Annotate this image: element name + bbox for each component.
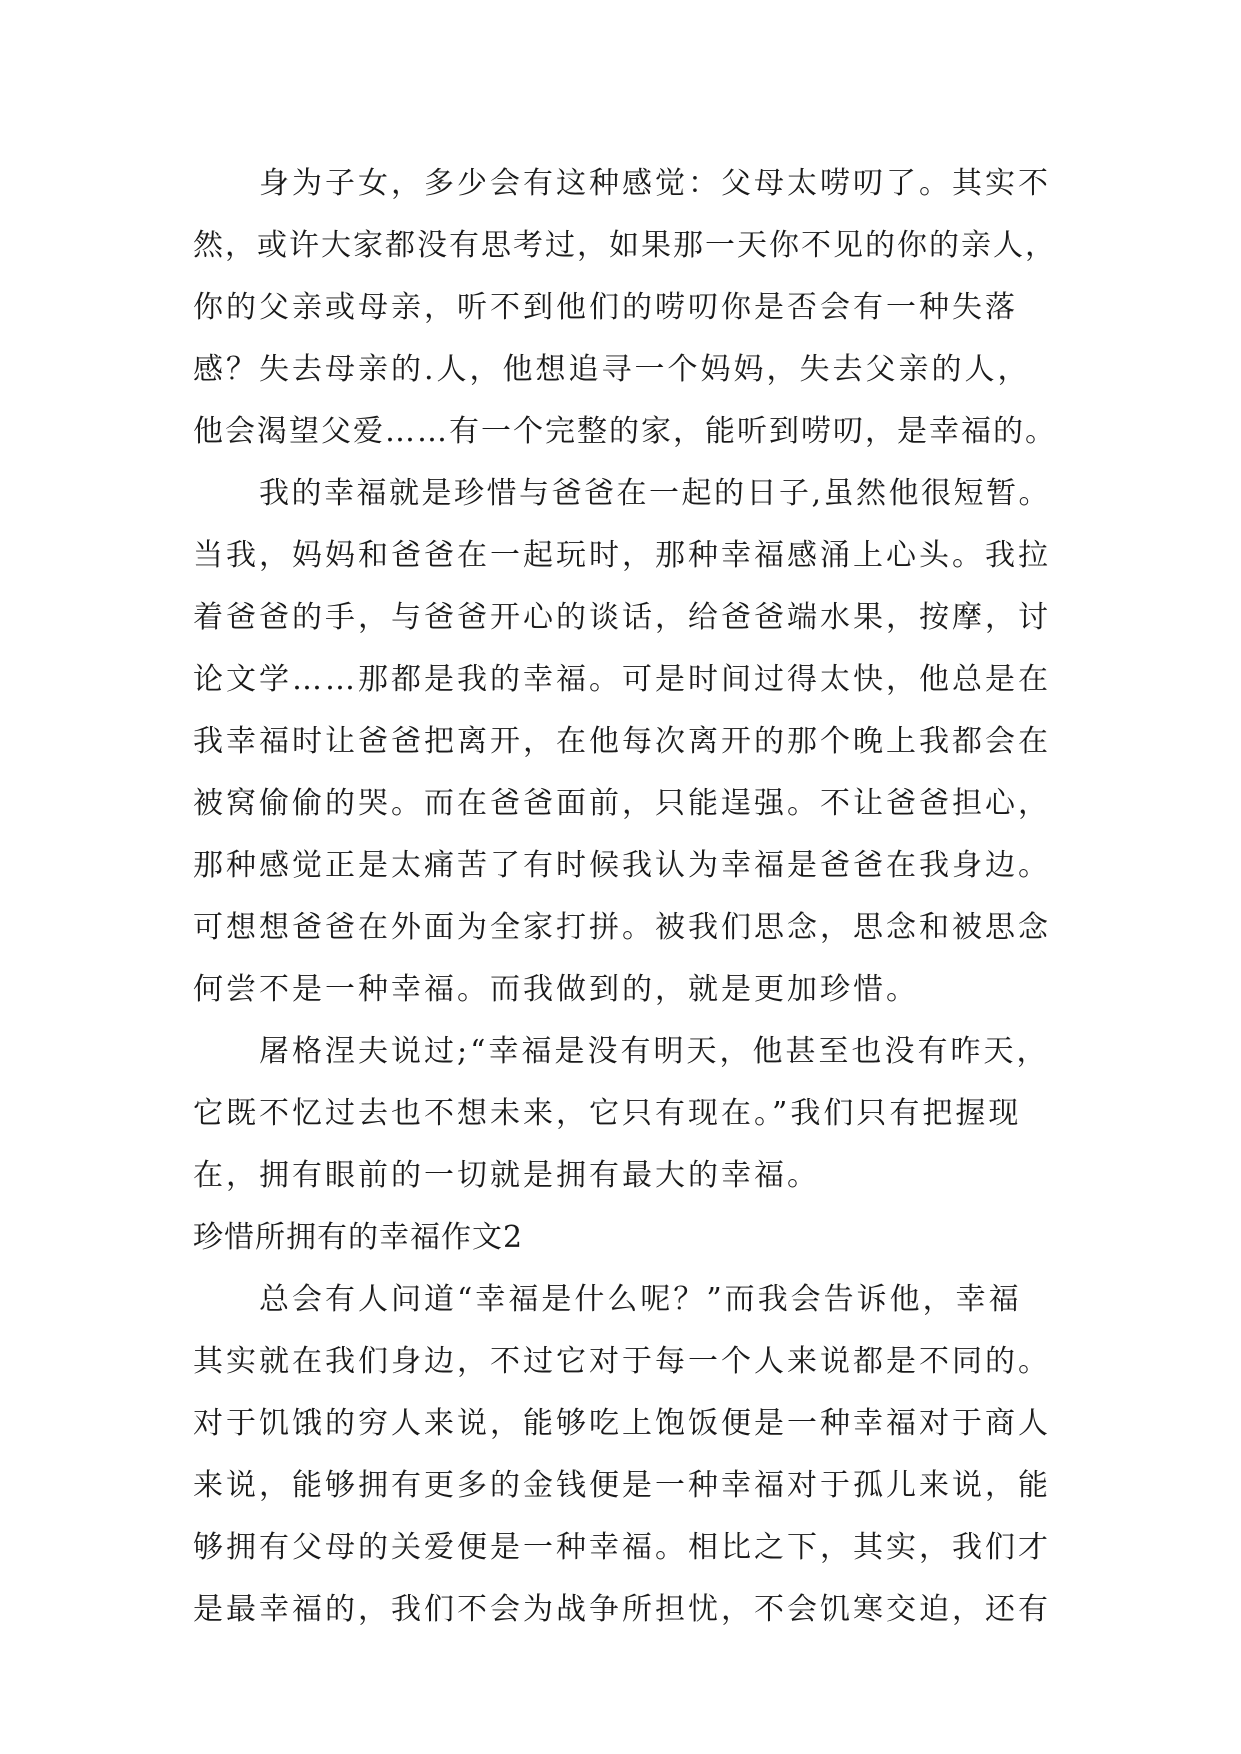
text-line: 被窝偷偷的哭。而在爸爸面前，只能逞强。不让爸爸担心， <box>193 786 1051 821</box>
text-line: 着爸爸的手，与爸爸开心的谈话，给爸爸端水果，按摩，讨 <box>193 600 1051 635</box>
text-line: 我的幸福就是珍惜与爸爸在一起的日子,虽然他很短暂。 <box>259 476 1052 511</box>
text-line: 可想想爸爸在外面为全家打拼。被我们思念，思念和被思念 <box>193 910 1051 945</box>
essay-body <box>193 153 1063 1641</box>
text-line: 我幸福时让爸爸把离开，在他每次离开的那个晚上我都会在 <box>193 724 1051 759</box>
text-line: 你的父亲或母亲，听不到他们的唠叨你是否会有一种失落 <box>193 290 1018 325</box>
text-line: 论文学……那都是我的幸福。可是时间过得太快，他总是在 <box>193 662 1051 697</box>
text-line: 当我，妈妈和爸爸在一起玩时，那种幸福感涌上心头。我拉 <box>193 538 1051 573</box>
section-heading: 珍惜所拥有的幸福作文2 <box>193 1220 524 1255</box>
text-line: 何尝不是一种幸福。而我做到的，就是更加珍惜。 <box>193 972 919 1007</box>
text-line: 感？失去母亲的.人，他想追寻一个妈妈，失去父亲的人， <box>193 352 1031 387</box>
text-line: 其实就在我们身边，不过它对于每一个人来说都是不同的。 <box>193 1344 1051 1379</box>
text-line: 是最幸福的，我们不会为战争所担忧，不会饥寒交迫，还有 <box>193 1592 1051 1627</box>
text-line: 他会渴望父爱……有一个完整的家，能听到唠叨，是幸福的。 <box>193 414 1057 449</box>
text-line: 屠格涅夫说过;“幸福是没有明天，他甚至也没有昨天， <box>259 1034 1050 1069</box>
text-line: 它既不忆过去也不想未来，它只有现在。”我们只有把握现 <box>193 1096 1022 1131</box>
text-line: 总会有人问道“幸福是什么呢？”而我会告诉他，幸福 <box>259 1282 1022 1317</box>
text-line: 来说，能够拥有更多的金钱便是一种幸福对于孤儿来说，能 <box>193 1468 1051 1503</box>
text-line: 在，拥有眼前的一切就是拥有最大的幸福。 <box>193 1158 820 1193</box>
text-line: 够拥有父母的关爱便是一种幸福。相比之下，其实，我们才 <box>193 1530 1051 1565</box>
text-line: 然，或许大家都没有思考过，如果那一天你不见的你的亲人， <box>193 228 1057 263</box>
text-line: 那种感觉正是太痛苦了有时候我认为幸福是爸爸在我身边。 <box>193 848 1051 883</box>
text-line: 身为子女，多少会有这种感觉：父母太唠叨了。其实不 <box>259 166 1051 201</box>
text-line: 对于饥饿的穷人来说，能够吃上饱饭便是一种幸福对于商人 <box>193 1406 1051 1441</box>
